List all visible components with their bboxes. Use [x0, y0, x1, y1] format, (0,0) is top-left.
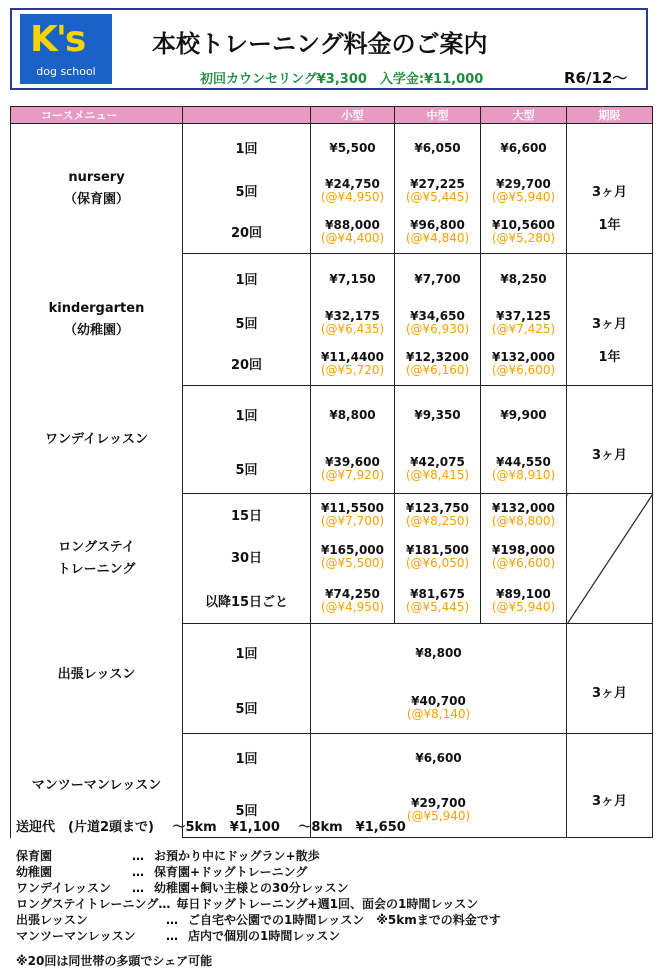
price-value: ¥39,600	[325, 454, 380, 469]
unit-price: (@¥5,720)	[320, 362, 385, 377]
note-dots: …	[158, 897, 171, 911]
price-value: ¥6,600	[500, 140, 547, 155]
note-name: 出張レッスン	[16, 913, 88, 927]
price-value: ¥10,5600	[491, 217, 555, 232]
price-medium	[395, 124, 481, 172]
price-value: ¥96,800	[410, 217, 465, 232]
qty-cell: 1回	[183, 386, 311, 444]
price-large	[481, 444, 567, 494]
unit-price: (@¥6,435)	[320, 322, 385, 336]
table-row	[11, 386, 653, 444]
qty-cell: 1回	[183, 124, 311, 172]
note-desc: ご自宅や公園での1時間レッスン ※5kmまでの料金です	[188, 913, 501, 927]
price-value: ¥40,700	[411, 693, 466, 708]
page-title: 本校トレーニング料金のご案内	[152, 30, 488, 58]
unit-price: (@¥4,950)	[320, 190, 385, 204]
price-value: ¥11,5500	[320, 501, 384, 516]
price-value: ¥34,650	[410, 309, 465, 323]
qty-cell: 15日	[183, 494, 311, 536]
price-small	[311, 386, 395, 444]
fee-info: 初回カウンセリング¥3,300 入学金:¥11,000	[200, 72, 484, 87]
effective-date: R6/12〜	[564, 69, 628, 87]
period-cell	[567, 386, 653, 444]
price-all-sizes	[311, 682, 567, 734]
course-label: ワンデイレッスン	[45, 431, 148, 447]
period-cell: 3ヶ月	[567, 172, 653, 210]
price-value: ¥9,350	[414, 407, 461, 422]
qty-cell: 5回	[183, 444, 311, 494]
course-nursery	[11, 124, 183, 254]
price-large	[481, 386, 567, 444]
pickup-label: 送迎代 (片道2頭まで)	[16, 820, 154, 835]
qty-cell: 5回	[183, 172, 311, 210]
header-medium: 中型	[395, 107, 481, 124]
price-value: ¥42,075	[410, 454, 465, 469]
qty-cell: 20回	[183, 210, 311, 254]
unit-price: (@¥8,140)	[406, 706, 471, 721]
price-value: ¥32,175	[325, 309, 380, 323]
unit-price: (@¥6,050)	[405, 556, 470, 570]
note-name: マンツーマンレッスン	[16, 929, 136, 943]
price-value: ¥165,000	[320, 543, 384, 557]
price-value: ¥74,250	[325, 586, 380, 601]
price-value: ¥5,500	[329, 140, 376, 155]
unit-price: (@¥4,950)	[320, 599, 385, 614]
unit-price: (@¥5,500)	[320, 556, 385, 570]
share-note: ※20回は同世帯の多頭でシェア可能	[16, 954, 213, 968]
course-notes	[16, 848, 646, 944]
unit-price: (@¥8,800)	[491, 514, 556, 529]
note-desc: 店内で個別の1時間レッスン	[188, 929, 341, 943]
price-small	[311, 494, 395, 536]
note-name: ワンデイレッスン	[16, 881, 112, 895]
unit-price: (@¥7,700)	[320, 514, 385, 529]
price-medium	[395, 172, 481, 210]
header	[10, 8, 648, 90]
qty-cell: 1回	[183, 254, 311, 304]
header-quantity	[183, 107, 311, 124]
period-empty-cell	[567, 494, 653, 624]
price-large	[481, 172, 567, 210]
price-large	[481, 342, 567, 386]
price-medium	[395, 386, 481, 444]
price-value: ¥44,550	[496, 454, 551, 469]
price-medium	[395, 254, 481, 304]
table-row	[11, 624, 653, 682]
table-header-row	[11, 107, 653, 124]
unit-price: (@¥5,940)	[491, 190, 556, 204]
note-dots: …	[132, 865, 144, 879]
price-value: ¥198,000	[491, 543, 555, 557]
price-medium	[395, 494, 481, 536]
course-label: ロングステイ トレーニング	[57, 539, 136, 577]
price-value: ¥89,100	[496, 586, 551, 601]
course-one-day-lesson	[11, 386, 183, 494]
note-dots: …	[166, 929, 178, 943]
unit-price: (@¥5,445)	[405, 599, 470, 614]
price-small	[311, 254, 395, 304]
footer	[16, 816, 646, 969]
logo-mark: K's	[30, 19, 85, 60]
price-value: ¥9,900	[500, 407, 547, 422]
period-cell: 3ヶ月	[567, 782, 653, 838]
unit-price: (@¥5,940)	[406, 808, 471, 823]
unit-price: (@¥8,415)	[405, 467, 470, 482]
unit-price: (@¥7,425)	[491, 322, 556, 336]
period-cell: 3ヶ月	[567, 304, 653, 342]
price-value: ¥8,800	[415, 645, 462, 660]
header-small: 小型	[311, 107, 395, 124]
course-home-visit	[11, 624, 183, 734]
price-medium	[395, 536, 481, 578]
note-name: 幼稚園	[16, 865, 53, 879]
logo-subtitle: dog school	[36, 65, 96, 78]
price-large	[481, 304, 567, 342]
price-value: ¥29,700	[496, 177, 551, 191]
period-cell: 3ヶ月	[567, 682, 653, 734]
unit-price: (@¥4,840)	[405, 230, 470, 245]
price-value: ¥88,000	[325, 217, 380, 232]
price-all-sizes	[311, 734, 567, 782]
header-large: 大型	[481, 107, 567, 124]
price-value: ¥8,800	[329, 407, 376, 422]
price-small	[311, 578, 395, 624]
list-item	[16, 912, 646, 928]
table-row	[11, 254, 653, 304]
course-long-stay	[11, 494, 183, 624]
price-value: ¥81,675	[410, 586, 465, 601]
note-desc: 毎日ドッグトレーニング+週1回、面会の1時間レッスン	[176, 897, 479, 911]
table-row	[11, 124, 653, 172]
course-label: nursery （保育園）	[63, 169, 129, 207]
unit-price: (@¥5,940)	[491, 599, 556, 614]
period-cell: 3ヶ月	[567, 444, 653, 494]
price-small	[311, 210, 395, 254]
price-small	[311, 304, 395, 342]
price-small	[311, 444, 395, 494]
header-course: コースメニュー	[11, 107, 183, 124]
price-medium	[395, 210, 481, 254]
unit-price: (@¥5,445)	[405, 190, 470, 204]
price-medium	[395, 342, 481, 386]
unit-price: (@¥6,160)	[405, 362, 470, 377]
price-large	[481, 578, 567, 624]
list-item	[16, 928, 646, 944]
period-cell	[567, 254, 653, 304]
price-value: ¥7,700	[414, 271, 461, 286]
list-item	[16, 896, 646, 912]
unit-price: (@¥6,600)	[491, 556, 556, 570]
period-cell	[567, 124, 653, 172]
course-label: マンツーマンレッスン	[31, 777, 162, 793]
qty-cell: 1回	[183, 734, 311, 782]
table-row	[11, 494, 653, 536]
period-cell	[567, 734, 653, 782]
price-value: ¥24,750	[325, 177, 380, 191]
header-period: 期限	[567, 107, 653, 124]
price-value: ¥37,125	[496, 309, 551, 323]
note-desc: お預かり中にドッグラン+散歩	[154, 849, 320, 863]
qty-cell: 5回	[183, 782, 311, 838]
price-large	[481, 536, 567, 578]
note-desc: 幼稚園+飼い主様との30分レッスン	[154, 881, 349, 895]
table-row	[11, 734, 653, 782]
price-medium	[395, 304, 481, 342]
period-cell	[567, 624, 653, 682]
pickup-8km: 〜8km ¥1,650	[298, 820, 406, 835]
pickup-fee	[16, 816, 646, 838]
note-desc: 保育園+ドッグトレーニング	[154, 865, 308, 879]
pickup-5km: 〜5km ¥1,100	[172, 820, 280, 835]
price-medium	[395, 578, 481, 624]
price-value: ¥132,000	[491, 349, 555, 364]
note-dots: …	[132, 881, 144, 895]
price-large	[481, 210, 567, 254]
price-value: ¥6,050	[414, 140, 461, 155]
list-item	[16, 880, 646, 896]
period-cell: 1年	[567, 342, 653, 386]
price-value: ¥8,250	[500, 271, 547, 286]
price-small	[311, 342, 395, 386]
price-large	[481, 254, 567, 304]
note-name: ロングステイトレーニング	[16, 897, 159, 911]
note-name: 保育園	[16, 849, 53, 863]
course-label: kindergarten （幼稚園）	[48, 300, 145, 338]
qty-cell: 5回	[183, 682, 311, 734]
qty-cell: 30日	[183, 536, 311, 578]
price-all-sizes	[311, 624, 567, 682]
price-table	[10, 106, 653, 838]
logo	[20, 14, 112, 84]
note-dots: …	[166, 913, 178, 927]
price-large	[481, 124, 567, 172]
period-cell: 1年	[567, 210, 653, 254]
unit-price: (@¥8,250)	[405, 514, 470, 529]
note-dots: …	[132, 849, 144, 863]
qty-cell: 20回	[183, 342, 311, 386]
unit-price: (@¥6,600)	[491, 362, 556, 377]
qty-cell: 以降15日ごと	[183, 578, 311, 624]
price-large	[481, 494, 567, 536]
list-item	[16, 864, 646, 880]
price-value: ¥27,225	[410, 177, 465, 191]
unit-price: (@¥5,280)	[491, 230, 556, 245]
list-item	[16, 848, 646, 864]
price-value: ¥29,700	[411, 795, 466, 810]
course-label: 出張レッスン	[57, 666, 136, 682]
unit-price: (@¥6,930)	[405, 322, 470, 336]
price-small	[311, 124, 395, 172]
course-kindergarten	[11, 254, 183, 386]
price-small	[311, 172, 395, 210]
unit-price: (@¥7,920)	[320, 467, 385, 482]
price-value: ¥7,150	[329, 271, 376, 286]
qty-cell: 5回	[183, 304, 311, 342]
price-value: ¥181,500	[405, 543, 469, 557]
unit-price: (@¥4,400)	[320, 230, 385, 245]
price-medium	[395, 444, 481, 494]
price-value: ¥6,600	[415, 750, 462, 765]
price-small	[311, 536, 395, 578]
price-value: ¥12,3200	[405, 349, 469, 364]
price-value: ¥11,4400	[320, 349, 384, 364]
price-value: ¥123,750	[405, 501, 469, 516]
qty-cell: 1回	[183, 624, 311, 682]
unit-price: (@¥8,910)	[491, 467, 556, 482]
price-value: ¥132,000	[491, 501, 555, 516]
